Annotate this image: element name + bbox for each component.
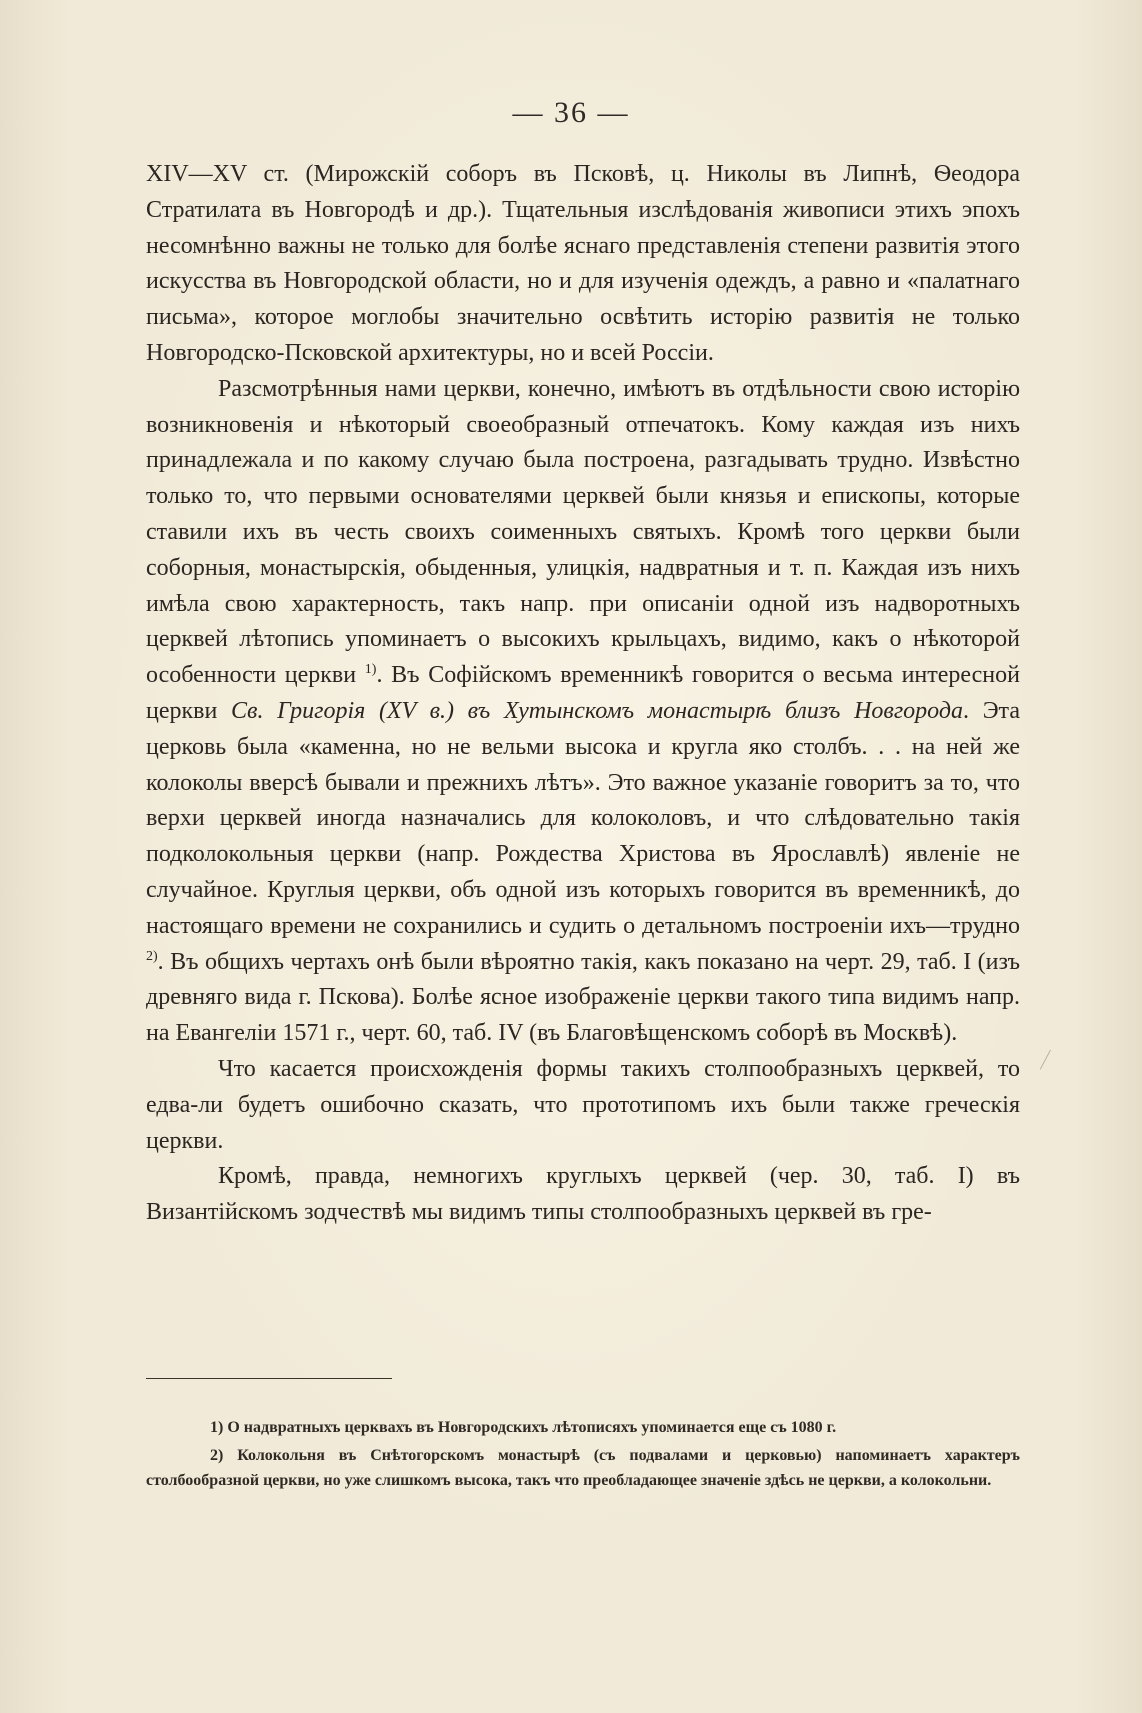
text-run: Разсмотрѣнныя нами церкви, конечно, имѣютъ въ отдѣльности свою исторію возникновенія и нѣкоторый своеобразный отпечатокъ. Кому каждая изъ нихъ принадлежала и по какому случаю была построена, разгадывать трудно. Извѣстно только то, что первыми основателями церквей были князья и епископы, которые ставили ихъ въ честь своихъ соименныхъ святыхъ. Кромѣ того церкви были соборныя, монастырскія, обыденныя, улицкія, надвратныя и т. п. Каждая изъ нихъ имѣла свою характерность, такъ напр. при описаніи одной изъ надворотныхъ церквей лѣтопись упоминаетъ о высокихъ крыльцахъ, видимо, какъ о нѣкоторой особенности церкви [146, 375, 1020, 689]
page-number: — 36 — [512, 96, 630, 129]
text-run: XIV—XV ст. (Мирожскій соборъ въ Псковѣ, ц. Николы въ Липнѣ, Ѳеодора Стратилата въ Новгородѣ и др.). Тщательныя изслѣдованія живописи этихъ эпохъ несомнѣнно важны не только для болѣе яснаго представленія степени развитія этого искусства въ Новгородской области, но и для изученія одеждъ, а равно и «палатнаго письма», которое моглобы значительно освѣтить исторію развитія не только Новгородско-Псковской архитектуры, но и всей Россіи. [146, 161, 1020, 366]
pencil-mark [1040, 1050, 1064, 1076]
text-run: Что касается происхожденія формы такихъ столпообразныхъ церквей, то едва-ли будетъ ошибочно сказать, что прототипомъ ихъ были также греческія церкви. [146, 1055, 1020, 1154]
text-run: . Въ Софійскомъ временникѣ говорится о весьма интересной церкви [146, 662, 1020, 724]
paragraph [146, 372, 1020, 1052]
italic-text: Св. Григорія (XV в.) въ Хутынскомъ монастырѣ близъ Новгорода [231, 697, 964, 724]
footnote: 2) Колокольня въ Снѣтогорскомъ монастырѣ (съ подвалами и церковью) напоминаетъ характеръ столбообразной церкви, но уже слишкомъ высока, такъ что преобладающее значеніе здѣсь не церкви, а колокольни. [146, 1447, 1020, 1489]
paragraph [146, 1052, 1020, 1159]
main-text [146, 157, 1020, 1231]
footnote-ref: 1) [364, 662, 377, 678]
footnotes [146, 1415, 1020, 1493]
paragraph [146, 157, 1020, 372]
footnote-separator [146, 1378, 392, 1379]
text-run: Кромѣ, правда, немногихъ круглыхъ церквей (чер. 30, таб. I) въ Византійскомъ зодчествѣ мы видимъ типы столпообразныхъ церквей въ гре- [146, 1163, 1020, 1226]
text-run: . Въ общихъ чертахъ онѣ были вѣроятно такія, какъ показано на черт. 29, таб. I (изъ древняго вида г. Пскова). Болѣе ясное изображеніе церкви такого типа видимъ напр. на Евангеліи 1571 г., черт. 60, таб. IV (въ Благовѣщенскомъ соборѣ въ Москвѣ). [146, 948, 1020, 1047]
footnote: 1) О надвратныхъ церквахъ въ Новгородскихъ лѣтописяхъ упоминается еще съ 1080 г. [210, 1419, 837, 1436]
paragraph [146, 1159, 1020, 1231]
text-run: . Эта церковь была «каменна, но не вельми высока и кругла яко столбъ. . . на ней же колоколы вверсѣ бывали и прежнихъ лѣтъ». Это важное указаніе говоритъ за то, что верхи церквей иногда назначались для колоколовъ, и что слѣдовательно такія подколокольныя церкви (напр. Рождества Христова въ Ярославлѣ) явленіе не случайное. Круглыя церкви, объ одной изъ которыхъ говорится въ временникѣ, до настоящаго времени не сохранились и судить о детальномъ построеніи ихъ—трудно [146, 697, 1020, 939]
footnote-ref: 2) [146, 948, 158, 964]
